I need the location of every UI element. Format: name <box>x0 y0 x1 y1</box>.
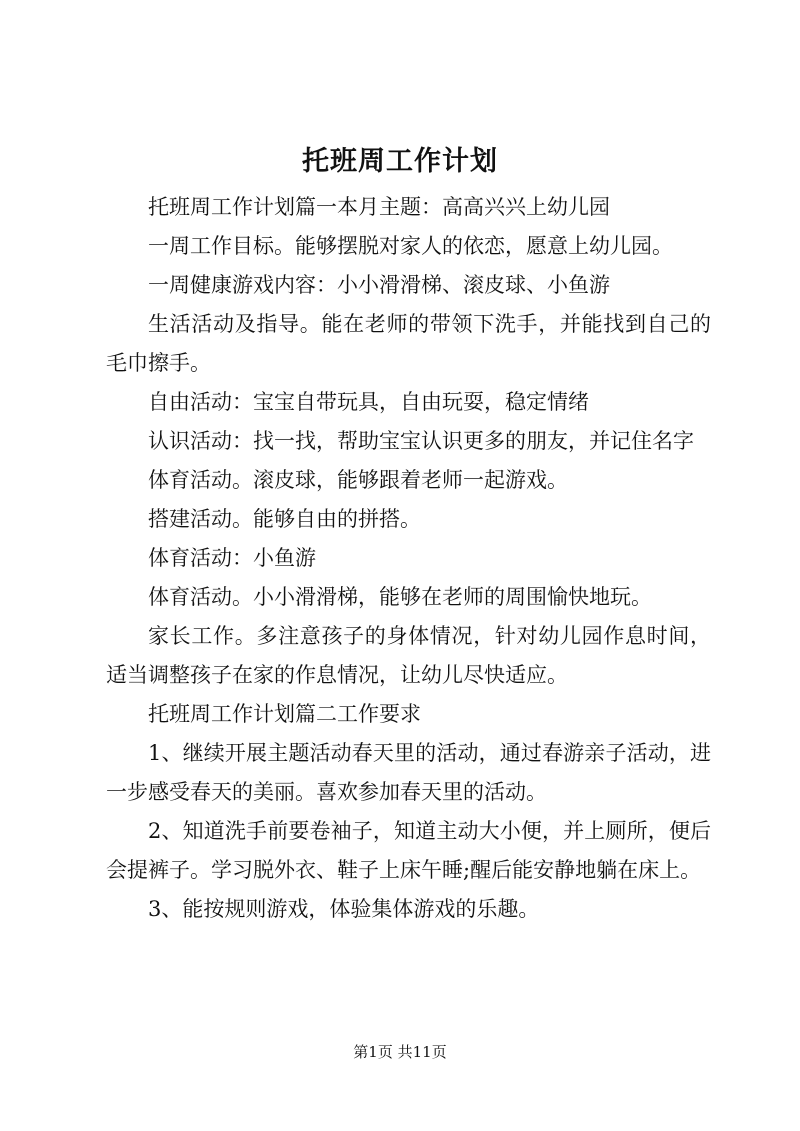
paragraph: 一周健康游戏内容：小小滑滑梯、滚皮球、小鱼游 <box>148 273 610 297</box>
paragraph: 搭建活动。能够自由的拼搭。 <box>148 507 421 531</box>
paragraph: 2、知道洗手前要卷袖子，知道主动大小便，并上厕所，便后会提裤子。学习脱外衣、鞋子上床午睡;醒后能安静地躺在床上。 <box>106 819 711 882</box>
document-body <box>106 188 711 929</box>
paragraph: 3、能按规则游戏，体验集体游戏的乐趣。 <box>148 897 540 921</box>
paragraph: 认识活动：找一找，帮助宝宝认识更多的朋友，并记住名字 <box>148 429 694 453</box>
paragraph: 生活活动及指导。能在老师的带领下洗手，并能找到自己的毛巾擦手。 <box>106 312 711 375</box>
paragraph: 一周工作目标。能够摆脱对家人的依恋，愿意上幼儿园。 <box>148 234 673 258</box>
page-number-footer: 第1页 共11页 <box>353 1043 447 1061</box>
paragraph: 体育活动。滚皮球，能够跟着老师一起游戏。 <box>148 468 568 492</box>
paragraph: 家长工作。多注意孩子的身体情况，针对幼儿园作息时间，适当调整孩子在家的作息情况，让幼儿尽快适应。 <box>106 624 711 687</box>
document-title: 托班周工作计划 <box>302 146 498 177</box>
paragraph: 托班周工作计划篇二工作要求 <box>148 702 421 726</box>
paragraph: 托班周工作计划篇一本月主题：高高兴兴上幼儿园 <box>148 195 610 219</box>
paragraph: 体育活动：小鱼游 <box>148 546 316 570</box>
paragraph: 体育活动。小小滑滑梯，能够在老师的周围愉快地玩。 <box>148 585 652 609</box>
paragraph: 1、继续开展主题活动春天里的活动，通过春游亲子活动，进一步感受春天的美丽。喜欢参加春天里的活动。 <box>106 741 711 804</box>
paragraph: 自由活动：宝宝自带玩具，自由玩耍，稳定情绪 <box>148 390 589 414</box>
